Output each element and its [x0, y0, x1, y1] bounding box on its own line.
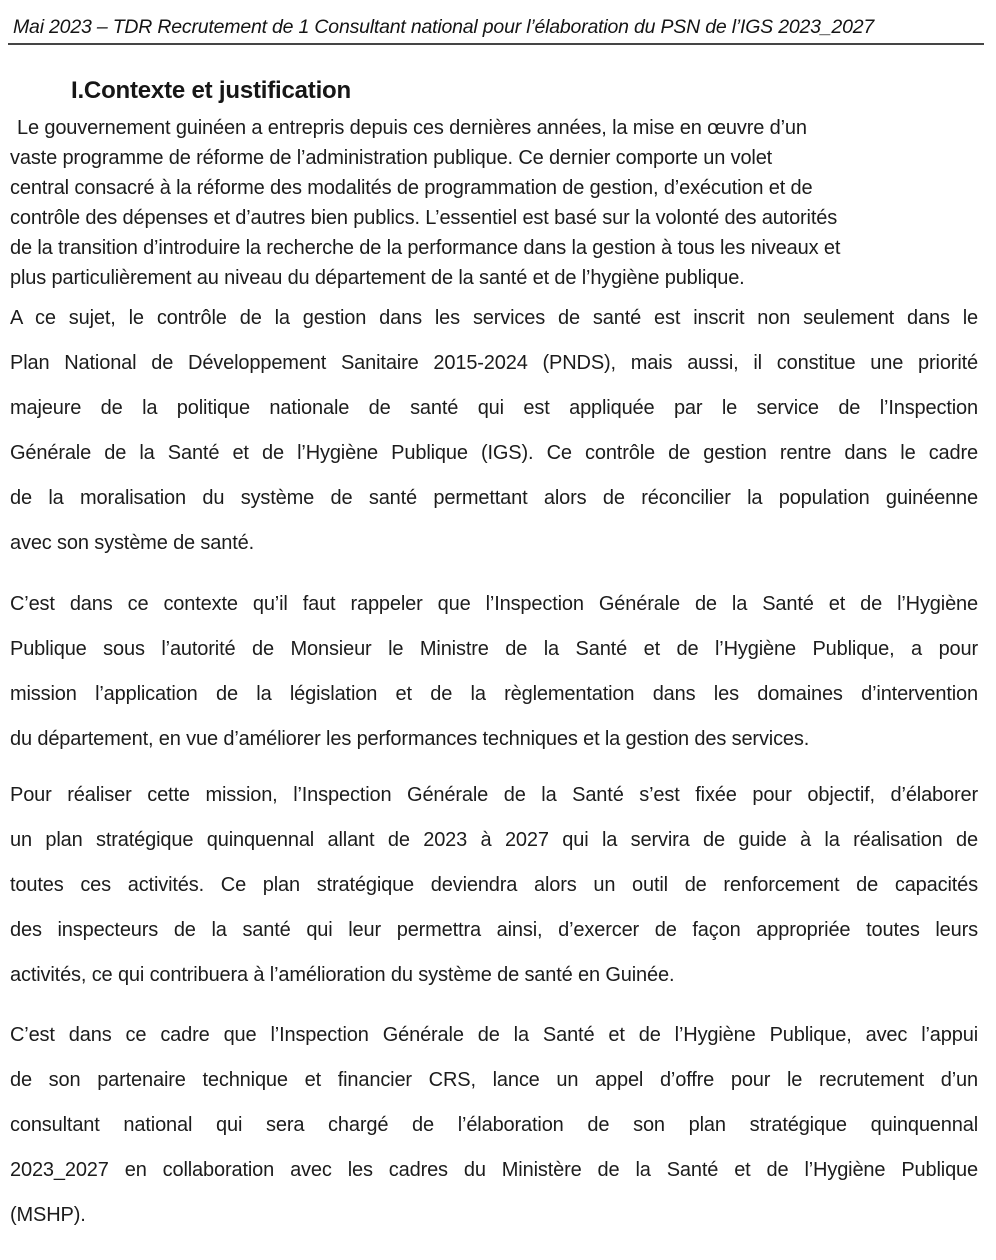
- text-line: du département, en vue d’améliorer les performances techniques et la gestion des services.: [10, 728, 810, 750]
- paragraph-government-reform: [10, 113, 978, 293]
- text-line: de la transition d’introduire la recherche de la performance dans la gestion à tous les niveaux et: [10, 237, 841, 259]
- text-line: vaste programme de réforme de l’administration publique. Ce dernier comporte un volet: [10, 147, 773, 169]
- text-line: Pour réaliser cette mission, l’Inspection Générale de la Santé s’est fixée pour objectif, d’élaborer: [10, 784, 978, 806]
- text-line: (MSHP).: [10, 1204, 86, 1226]
- text-line: de son partenaire technique et financier CRS, lance un appel d’offre pour le recrutement d’un: [10, 1069, 978, 1091]
- text-line: A ce sujet, le contrôle de la gestion dans les services de santé est inscrit non seulement dans le: [10, 307, 978, 329]
- text-line: majeure de la politique nationale de santé qui est appliquée par le service de l’Inspection: [10, 397, 978, 419]
- text-line: un plan stratégique quinquennal allant de 2023 à 2027 qui la servira de guide à la réalisation de: [10, 829, 978, 851]
- text-line: Plan National de Développement Sanitaire 2015-2024 (PNDS), mais aussi, il constitue une priorité: [10, 352, 978, 374]
- document-body: [10, 113, 978, 1238]
- text-line: 2023_2027 en collaboration avec les cadres du Ministère de la Santé et de l’Hygiène Publique: [10, 1159, 978, 1181]
- text-line: avec son système de santé.: [10, 532, 255, 554]
- text-line: mission l’application de la législation et de la règlementation dans les domaines d’intervention: [10, 683, 978, 705]
- text-line: de la moralisation du système de santé permettant alors de réconcilier la population guinéenne: [10, 487, 978, 509]
- text-line: activités, ce qui contribuera à l’amélioration du système de santé en Guinée.: [10, 964, 675, 986]
- text-line: toutes ces activités. Ce plan stratégique deviendra alors un outil de renforcement de capacités: [10, 874, 978, 896]
- text-line: plus particulièrement au niveau du département de la santé et de l’hygiène publique.: [10, 267, 745, 289]
- paragraph-recruitment-call: [10, 1013, 978, 1238]
- section-heading: I.Contexte et justification: [71, 77, 351, 104]
- text-line: central consacré à la réforme des modalités de programmation de gestion, d’exécution et de: [10, 177, 813, 199]
- text-line: des inspecteurs de la santé qui leur permettra ainsi, d’exercer de façon appropriée toutes leurs: [10, 919, 978, 941]
- running-header: Mai 2023 – TDR Recrutement de 1 Consultant national pour l’élaboration du PSN de l’IGS 2023_2027: [13, 16, 875, 38]
- text-line: contrôle des dépenses et d’autres bien publics. L’essentiel est basé sur la volonté des autorités: [10, 207, 838, 229]
- text-line: consultant national qui sera chargé de l’élaboration de son plan stratégique quinquennal: [10, 1114, 978, 1136]
- text-line: C’est dans ce contexte qu’il faut rappeler que l’Inspection Générale de la Santé et de l’Hygiène: [10, 593, 978, 615]
- header-rule: [8, 43, 984, 45]
- text-line: Publique sous l’autorité de Monsieur le Ministre de la Santé et de l’Hygiène Publique, a pour: [10, 638, 978, 660]
- paragraph-strategic-plan: [10, 773, 978, 998]
- paragraph-pnds-priority: [10, 296, 978, 566]
- text-line: C’est dans ce cadre que l’Inspection Générale de la Santé et de l’Hygiène Publique, avec l’appui: [10, 1024, 978, 1046]
- text-line: Le gouvernement guinéen a entrepris depuis ces dernières années, la mise en œuvre d’un: [17, 117, 807, 139]
- text-line: Générale de la Santé et de l’Hygiène Publique (IGS). Ce contrôle de gestion rentre dans le cadre: [10, 442, 978, 464]
- paragraph-igs-mission: [10, 582, 978, 762]
